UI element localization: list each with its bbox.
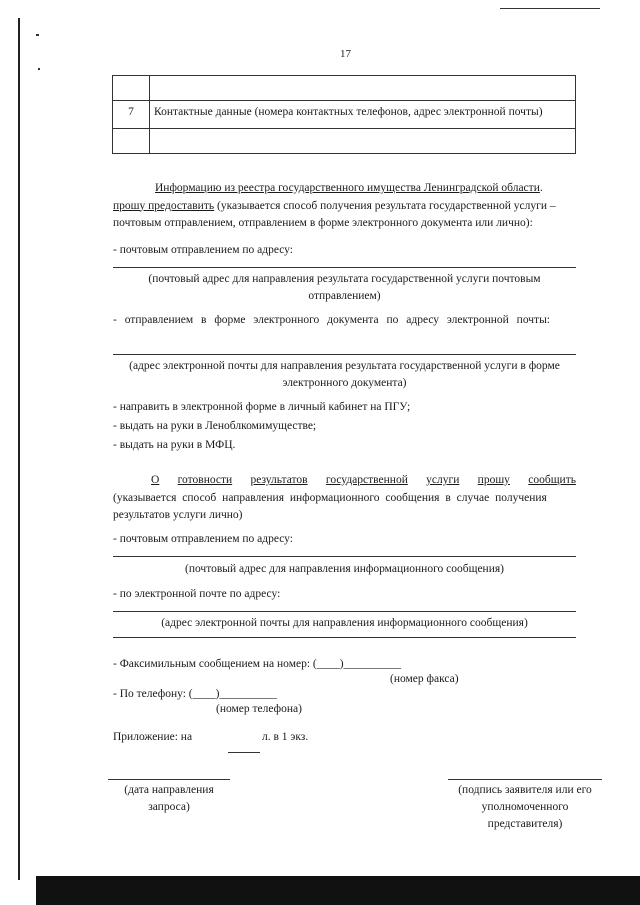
attachment-label: Приложение: на	[113, 731, 193, 743]
info-lead-underlined: Информацию из реестра государственного имущества Ленинградской области	[155, 182, 540, 194]
scan-edge-bottom	[36, 876, 640, 905]
table-cell	[150, 76, 576, 101]
table-row	[113, 76, 576, 101]
postal-address-line	[113, 267, 576, 268]
email-address-line	[113, 354, 576, 355]
readiness-word: государственной	[325, 474, 408, 486]
postal-caption	[113, 271, 576, 305]
date-caption-line-1: (дата направления	[124, 784, 214, 796]
date-line	[108, 779, 230, 780]
scan-edge-left	[18, 18, 20, 880]
email-caption-line-2: электронного документа)	[282, 377, 407, 389]
readiness-email-option: - по электронной почте по адресу:	[113, 588, 281, 600]
readiness-word: готовности	[177, 474, 233, 486]
readiness-word: услуги	[426, 474, 460, 486]
scan-speck	[36, 34, 39, 36]
readiness-word: О	[151, 474, 160, 486]
email-option: - отправлением в форме электронного документа по адресу электронной почты:	[113, 314, 551, 326]
signature-caption-line-2: уполномоченного	[481, 801, 569, 813]
readiness-email-line	[113, 611, 576, 612]
readiness-lead-paragraph	[113, 472, 576, 525]
scan-edge-top	[500, 8, 600, 9]
date-caption-line-2: запроса)	[148, 801, 190, 813]
row-text-cell: Контактные данные (номера контактных телефонов, адрес электронной почты)	[150, 101, 576, 129]
info-lead-request: прошу предоставить	[113, 199, 215, 212]
email-caption-line-1: (адрес электронной почты для направления результата государственной услуги в форме	[129, 360, 560, 372]
readiness-word: прошу	[477, 474, 510, 486]
readiness-word: результатов	[250, 474, 308, 486]
readiness-postal-option: - почтовым отправлением по адресу:	[113, 533, 293, 545]
option-mfc: - выдать на руки в МФЦ.	[113, 439, 236, 451]
fax-option: - Факсимильным сообщением на номер: (____)__________	[113, 658, 402, 670]
readiness-postal-caption: (почтовый адрес для направления информационного сообщения)	[185, 563, 504, 575]
readiness-email-caption: (адрес электронной почты для направления информационного сообщения)	[161, 617, 528, 629]
table-row	[113, 101, 576, 129]
readiness-lead-line	[113, 472, 576, 490]
table-cell	[113, 129, 150, 154]
postal-caption-line-2: отправлением)	[308, 290, 381, 302]
phone-option: - По телефону: (____)__________	[113, 688, 277, 700]
date-caption	[108, 782, 230, 816]
attachment-pages-line	[228, 752, 260, 753]
info-lead-dot: .	[539, 182, 543, 194]
table-cell	[113, 76, 150, 101]
page-number: 17	[340, 48, 351, 60]
readiness-lead-rest-2: результатов услуги лично)	[113, 509, 243, 521]
option-pgu: - направить в электронной форме в личный кабинет на ПГУ;	[113, 401, 411, 413]
signature-caption	[448, 782, 602, 833]
readiness-email-line-2	[113, 637, 576, 638]
readiness-word: сообщить	[528, 474, 576, 486]
fax-caption: (номер факса)	[390, 673, 459, 685]
info-lead-rest-2: почтовым отправлением, отправлением в форме электронного документа или лично):	[113, 217, 533, 229]
signature-caption-line-3: представителя)	[487, 818, 563, 830]
postal-caption-line-1: (почтовый адрес для направления результата государственной услуги почтовым	[148, 273, 541, 285]
option-lenobl: - выдать на руки в Леноблкомимуществе;	[113, 420, 317, 432]
readiness-lead-rest-1: (указывается способ направления информационного сообщения в случае получения	[113, 491, 547, 504]
phone-caption: (номер телефона)	[216, 703, 302, 715]
readiness-postal-line	[113, 556, 576, 557]
table-cell	[150, 129, 576, 154]
postal-option: - почтовым отправлением по адресу:	[113, 244, 293, 256]
signature-line	[448, 779, 602, 780]
email-caption	[113, 358, 576, 392]
data-table	[112, 75, 576, 154]
table-row	[113, 129, 576, 154]
row-number-cell: 7	[113, 101, 150, 129]
signature-caption-line-1: (подпись заявителя или его	[458, 784, 592, 796]
info-lead-paragraph	[113, 180, 576, 233]
info-lead-rest: (указывается способ получения результата государственной услуги –	[214, 199, 556, 212]
attachment-suffix: л. в 1 экз.	[262, 731, 309, 743]
scan-speck	[38, 68, 40, 70]
